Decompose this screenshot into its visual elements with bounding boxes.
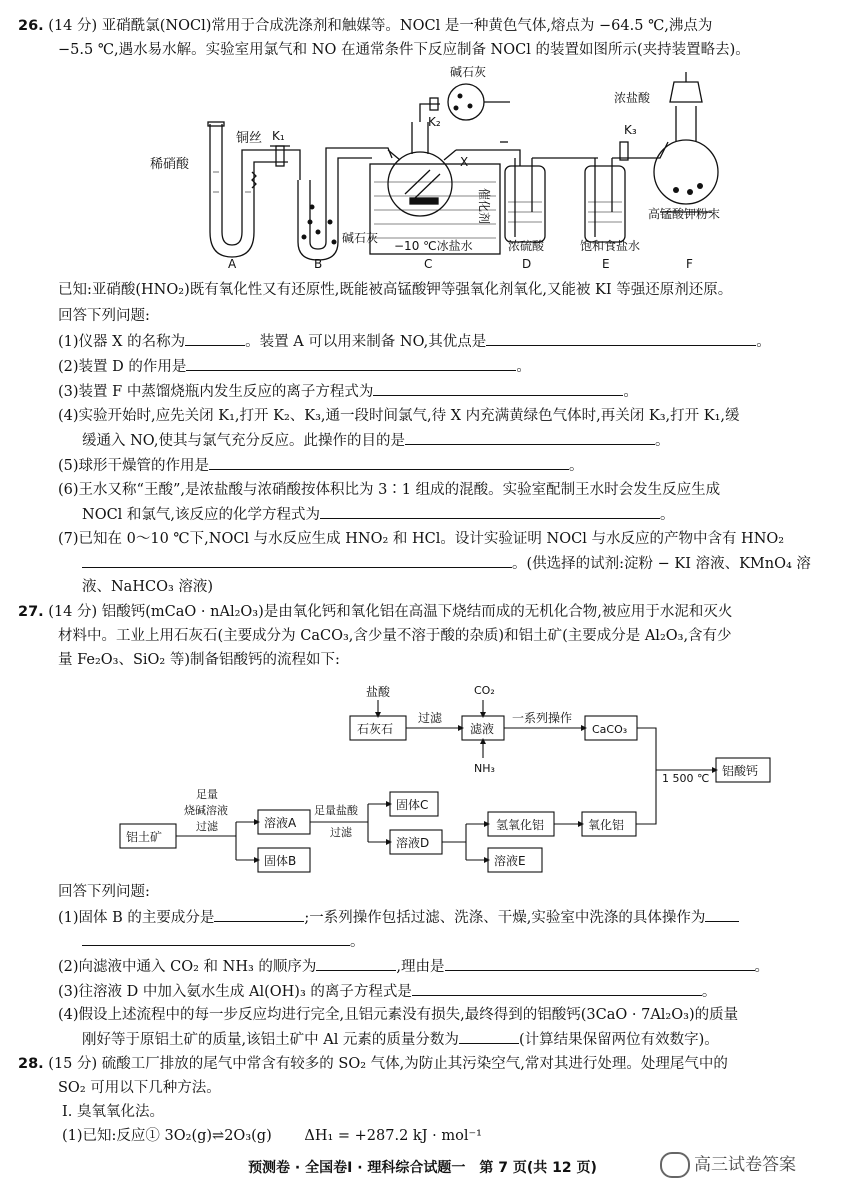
label-cuihuaji: 催化剂 [477,188,491,225]
flow-gutiB: 固体B [264,854,297,868]
flow-caco3: CaCO₃ [592,723,628,736]
wechat-icon [660,1152,690,1178]
label-baohe: 饱和食盐水 [580,239,641,253]
q27-intro-line1: 27. (14 分) 铝酸钙(mCaO · nAl₂O₃)是由氧化钙和氧化铝在高温下烧结而成的无机化合物,被应用于水泥和灭火 [18,604,733,620]
q27-intro-line2: 材料中。工业上用石灰石(主要成分为 CaCO₃,含少量不溶于酸的杂质)和铝土矿(主要成分是 Al₂O₃,含有少 [58,628,732,644]
q28-intro-line2: SO₂ 可用以下几种方法。 [58,1080,221,1096]
flow-lvsuangai: 铝酸钙 [722,764,759,778]
blank[interactable] [316,956,396,971]
flow-lvye: 滤液 [470,722,495,736]
q27-s4-l2: 刚好等于原铝土矿的质量,该铝土矿中 Al 元素的质量分数为 (计算结果保留两位有效数字)。 [82,1029,719,1050]
blank[interactable] [405,430,655,445]
letter-c: C [424,257,433,271]
flow-temp: 1 500 ℃ [662,772,710,785]
label-bingyanshui: −10 ℃冰盐水 [394,239,473,253]
label-xixiaosuan: 稀硝酸 [150,157,190,172]
letter-d: D [522,257,532,271]
blank[interactable] [186,356,516,371]
q26-s7-l2: 。(供选择的试剂:淀粉 − KI 溶液、KMnO₄ 溶 [82,553,811,574]
flow-rongyeE: 溶液E [494,854,526,868]
blank[interactable] [185,331,245,346]
letter-e: E [602,257,610,271]
label-k1: K₁ [272,129,285,143]
label-jianshihui-top: 碱石灰 [450,65,487,79]
label-x: X [460,155,469,169]
apparatus-diagram [0,62,845,272]
flow-gutiC: 固体C [396,798,429,812]
label-nongliusuan: 浓硫酸 [508,239,545,253]
q26-s6-l1: (6)王水又称“王酸”,是浓盐酸与浓硝酸按体积比为 3∶1 组成的混酸。实验室配制王水时会发生反应生成 [58,482,721,498]
blank[interactable] [459,1029,519,1044]
blank[interactable] [320,504,660,519]
q26-s7-l3: 液、NaHCO₃ 溶液) [82,579,214,595]
blank[interactable] [705,907,739,922]
blank[interactable] [214,907,304,922]
q26-s7-l1: (7)已知在 0～10 ℃下,NOCl 与水反应生成 HNO₂ 和 HCl。设计实验证明 NOCl 与水反应的产物中含有 HNO₂ [58,531,785,547]
blank[interactable] [412,981,702,996]
q27-number: 27. [18,604,44,620]
q27-intro-line3: 量 Fe₂O₃、SiO₂ 等)制备铝酸钙的流程如下: [58,652,340,668]
letter-a: A [228,257,237,271]
flow-shaojian: 烧碱溶液 [184,804,228,817]
blank[interactable] [82,931,350,946]
q26-s3: (3)装置 F 中蒸馏烧瓶内发生反应的离子方程式为 。 [58,381,638,402]
watermark [660,1150,796,1178]
flow-lvtukuang: 铝土矿 [126,830,163,844]
blank[interactable] [209,455,569,470]
flow-yixilie: 一系列操作 [512,711,573,725]
flow-yansuan: 盐酸 [366,685,391,699]
label-k2: K₂ [428,115,441,129]
q27-answer-prompt: 回答下列问题: [58,884,150,900]
blank[interactable] [82,553,512,568]
q26-intro-line1 [18,16,712,36]
q26-answer-prompt: 回答下列问题: [58,308,150,324]
q28-s1: (1)已知:反应① 3O₂(g)⇌2O₃(g) ΔH₁ = +287.2 kJ · mol⁻¹ [62,1128,482,1144]
q26-s6-l2: NOCl 和氯气,该反应的化学方程式为 。 [82,504,675,525]
flow-co2: CO₂ [474,684,495,697]
flow-rongyeD: 溶液D [396,836,430,850]
flow-guolv1: 过滤 [418,711,443,725]
label-nongyansuan: 浓盐酸 [614,91,651,105]
q28-sec1: Ⅰ. 臭氧氧化法。 [62,1104,164,1120]
q27-s2: (2)向滤液中通入 CO₂ 和 NH₃ 的顺序为 ,理由是 。 [58,956,769,977]
flow-zuliangyansuan: 足量盐酸 [314,804,358,817]
flow-guolv2: 过滤 [196,820,218,833]
q26-s4-l1: (4)实验开始时,应先关闭 K₁,打开 K₂、K₃,通一段时间氯气,待 X 内充满黄绿色气体时,再关闭 K₃,打开 K₁,缓 [58,408,740,424]
q28-intro-line1: 28. (15 分) 硫酸工厂排放的尾气中常含有较多的 SO₂ 气体,为防止其污染空气,常对其进行处理。处理尾气中的 [18,1056,728,1072]
q28-number: 28. [18,1056,44,1072]
watermark-text: 高三试卷答案 [694,1155,796,1175]
q28-s1-dh: ΔH₁ = +287.2 kJ · mol⁻¹ [304,1128,482,1144]
q26-known: 已知:亚硝酸(HNO₂)既有氧化性又有还原性,既能被高锰酸钾等强氧化剂氧化,又能被 KI 等强还原剂还原。 [58,282,733,298]
q26-s4-l2: 缓通入 NO,使其与氯气充分反应。此操作的目的是 。 [82,430,669,451]
q27-s4-l1: (4)假设上述流程中的每一步反应均进行完全,且铝元素没有损失,最终得到的铝酸钙(3CaO · 7Al₂O₃)的质量 [58,1007,739,1023]
blank[interactable] [445,956,755,971]
letter-b: B [314,257,323,271]
flow-qingyanghualv: 氢氧化铝 [496,818,545,832]
q26-intro-line2: −5.5 ℃,遇水易水解。实验室用氯气和 NO 在通常条件下反应制备 NOCl 的装置如图所示(夹持装置略去)。 [58,42,750,58]
label-gaomeng: 高锰酸钾粉末 [648,207,721,221]
flow-nh3: NH₃ [474,762,495,775]
flow-zuliang1: 足量 [196,788,218,801]
letter-f: F [686,257,693,271]
label-k3: K₃ [624,123,637,137]
label-tongsi: 铜丝 [236,131,263,146]
q26-s1: (1)仪器 X 的名称为 。装置 A 可以用来制备 NO,其优点是 。 [58,331,771,352]
label-jianshihui-b: 碱石灰 [342,231,379,245]
flow-guolv3: 过滤 [330,826,352,839]
q27-s3: (3)往溶液 D 中加入氨水生成 Al(OH)₃ 的离子方程式是 。 [58,981,716,1002]
flow-shihuishi: 石灰石 [357,722,394,736]
q26-number: 26. [18,18,44,34]
q27-s1-l1: (1)固体 B 的主要成分是 ;一系列操作包括过滤、洗涤、干燥,实验室中洗涤的具体操作为 [58,907,739,928]
flow-yanghualv: 氧化铝 [588,818,625,832]
flow-chart [0,676,845,876]
q26-s5: (5)球形干燥管的作用是 。 [58,455,584,476]
flow-rongyeA: 溶液A [264,816,297,830]
blank[interactable] [486,331,756,346]
page-footer: 预测卷 · 全国卷Ⅰ · 理科综合试题一 第 7 页(共 12 页) [248,1160,597,1176]
q26-intro-text1: (14 分) 亚硝酰氯(NOCl)常用于合成洗涤剂和触媒等。NOCl 是一种黄色气体,熔点为 −64.5 ℃,沸点为 [48,18,713,34]
q27-s1-l2: 。 [82,931,365,952]
blank[interactable] [373,381,623,396]
q26-s2: (2)装置 D 的作用是 。 [58,356,531,377]
